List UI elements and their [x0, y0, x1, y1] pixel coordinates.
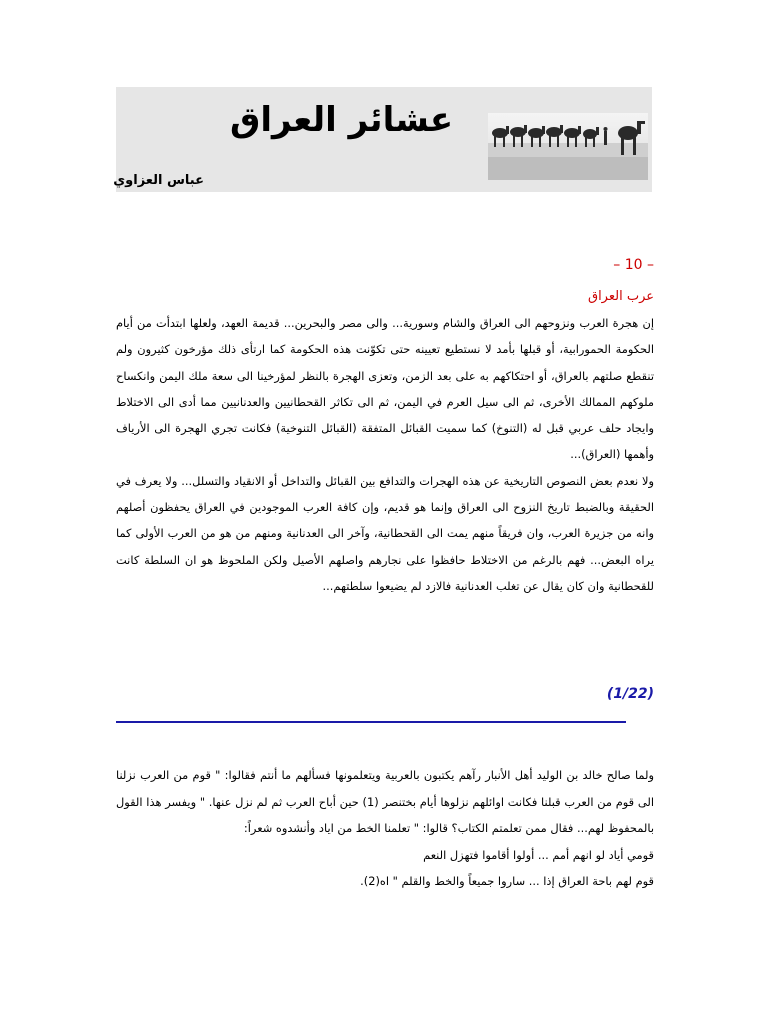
- footnote-reference: (1/22): [606, 686, 654, 702]
- camel-caravan-photo: [488, 113, 648, 180]
- section-heading: عرب العراق: [587, 289, 654, 304]
- divider: [116, 721, 626, 723]
- paragraph-1: إن هجرة العرب ونزوحهم الى العراق والشام وسورية... والى مصر والبحرين... قديمة العهد، ولعلها ابتدأت من أيام الحكومة الحمورابية، أو قبلها بأمد لا نستطيع تعيينه حتى تكوّنت هذه الحكومة كما ارتأى ذلك مؤرخون كثيرون ولم تنقطع صلتهم بالعراق، أو احتكاكهم به على بعد الزمن، وتعزى الهجرة بالنظر لمؤرخينا الى سعة ملك اليمن وانكساح ملوكهم الممالك الأخرى، ثم الى سيل العرم في اليمن، ثم الى تكاثر القحطانيين والعدنانيين مما أدى الى الاختلاط وايجاد حلف عربي قبل له (التنوخ) كما سميت القبائل المتفقة (القبائل التنوخية) فكانت تجري الهجرة الى الأرياف وأهمها (العراق)...: [116, 316, 654, 462]
- paragraph-2: ولا نعدم بعض النصوص التاريخية عن هذه الهجرات والتدافع بين القبائل والتداخل أو الانقياد والتسلل... ولا يعرف في الحقيقة وبالضبط تاريخ النزوح الى العراق وإنما هو قديم، وإن كافة العرب الموجودين في العراق يحفظون أصلهم وانه من جزيرة العرب، وان فريقاً منهم يمت الى القحطانية، وآخر الى العدنانية ومنهم من هو من العرب الأولى كما يراه البعض... فهم بالرغم من الاختلاط حافظوا على نجارهم واصلهم الأصيل ولكن الملحوظ هو ان السلطة كانت للقحطانية وان كان يقال عن تغلب العدنانية فالازد لم يضيعوا سلطتهم...: [116, 473, 654, 593]
- footnote-paragraph: ولما صالح خالد بن الوليد أهل الأنبار رآهم يكتبون بالعربية ويتعلمونها فسألهم ما أنتم فقالوا: " قوم من العرب نزلنا الى قوم من العرب قبلنا فكانت اوائلهم نزلوها أيام بختنصر (1) حين أباح العرب ثم لم نزل عنها. " ويفسر هذا القول بالمحفوظ لهم... فقال ممن تعلمتم الكتاب؟ قالوا: " تعلمنا الخط من اياد وأنشدوه شعراً:: [116, 768, 654, 835]
- footnote-text: [116, 762, 654, 895]
- author-name: عباس العزاوي: [113, 173, 204, 188]
- main-text: [116, 310, 654, 599]
- page-marker: – 10 –: [613, 257, 654, 273]
- poem-verse-1: قومي أياد لو انهم أمم ... أولوا أقاموا فتهزل النعم: [423, 847, 654, 862]
- book-title: عشائر العراق: [230, 100, 454, 140]
- poem-verse-2: قوم لهم باحة العراق إذا ... ساروا جميعاً والخط والقلم " اه(2).: [360, 874, 654, 888]
